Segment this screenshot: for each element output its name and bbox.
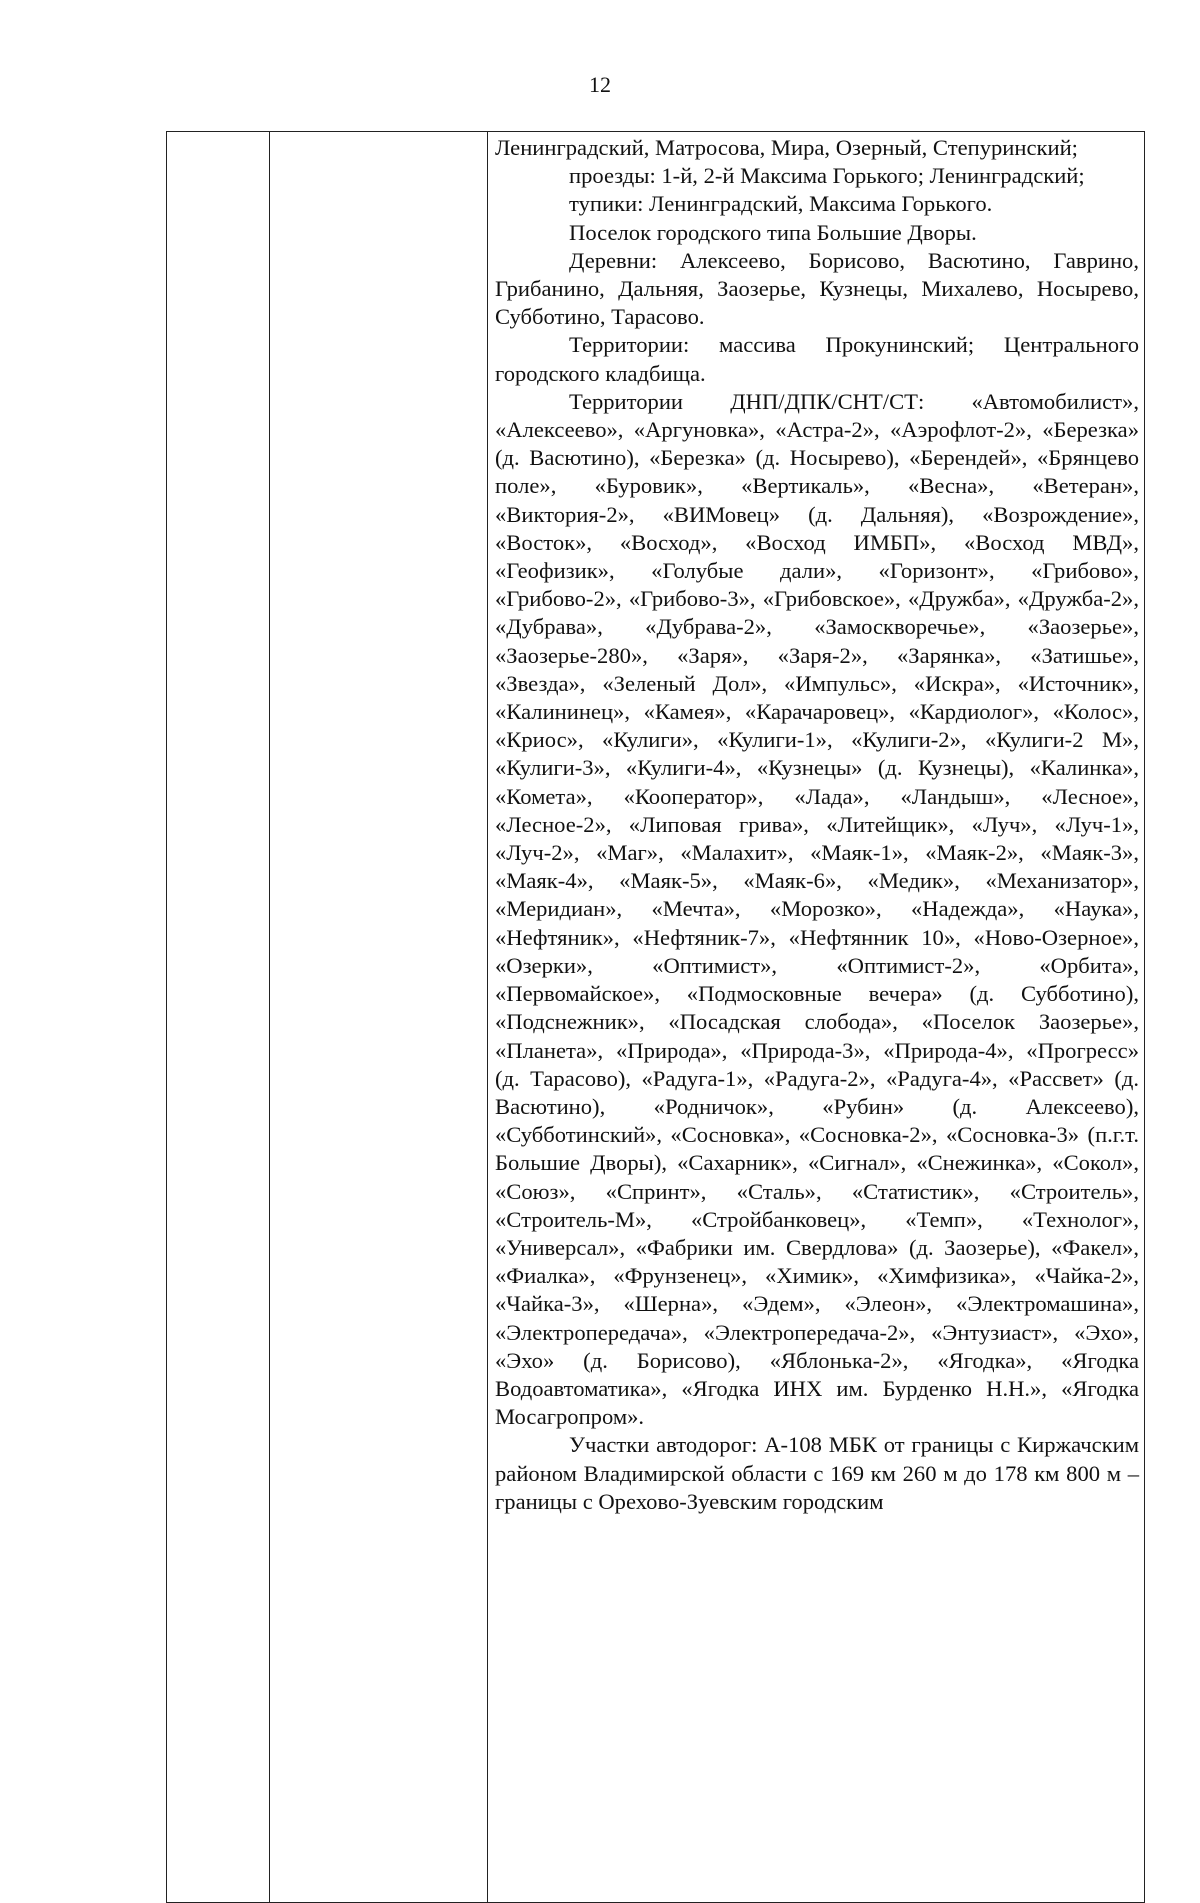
paragraph-territories: Территории: массива Прокунинский; Центрального городского кладбища. bbox=[495, 332, 1139, 386]
paragraph-passages: проезды: 1-й, 2-й Максима Горького; Ленинградский; bbox=[569, 163, 1085, 189]
page-number: 12 bbox=[589, 72, 611, 97]
paragraph-garden-partnerships: Территории ДНП/ДПК/СНТ/СТ: «Автомобилист», «Алексеево», «Аргуновка», «Астра-2», «Аэрофлот-2», «Березка» (д. Васютино), «Березка» (д. Носырево), «Берендей», «Брянцево поле», «Буровик», «Вертикаль», «Весна», «Ветеран», «Виктория-2», «ВИМовец» (д. Дальняя), «Возрождение», «Восток», «Восход», «Восход ИМБП», «Восход МВД», «Геофизик», «Голубые дали», «Горизонт», «Грибово», «Грибово-2», «Грибово-3», «Грибовское», «Дружба», «Дружба-2», «Дубрава», «Дубрава-2», «Замоскворечье», «Заозерье», «Заозерье-280», «Заря», «Заря-2», «Зарянка», «Затишье», «Звезда», «Зеленый Дол», «Импульс», «Искра», «Источник», «Калининец», «Камея», «Карачаровец», «Кардиолог», «Колос», «Криос», «Кулиги», «Кулиги-1», «Кулиги-2», «Кулиги-2 М», «Кулиги-3», «Кулиги-4», «Кузнецы» (д. Кузнецы), «Калинка», «Комета», «Кооператор», «Лада», «Ландыш», «Лесное», «Лесное-2», «Липовая грива», «Литейщик», «Луч», «Луч-1», «Луч-2», «Маг», «Малахит», «Маяк-1», «Маяк-2», «Маяк-3», «Маяк-4», «Маяк-5», «Маяк-6», «Медик», «Механизатор», «Меридиан», «Мечта», «Морозко», «Надежда», «Наука», «Нефтяник», «Нефтяник-7», «Нефтянник 10», «Ново-Озерное», «Озерки», «Оптимист», «Оптимист-2», «Орбита», «Первомайское», «Подмосковные вечера» (д. Субботино), «Подснежник», «Посадская слобода», «Поселок Заозерье», «Планета», «Природа», «Природа-3», «Природа-4», «Прогресс» (д. Тарасово), «Радуга-1», «Радуга-2», «Радуга-4», «Рассвет» (д. Васютино), «Родничок», «Рубин» (д. Алексеево), «Субботинский», «Сосновка», «Сосновка-2», «Сосновка-3» (п.г.т. Большие Дворы), «Сахарник», «Сигнал», «Снежинка», «Сокол», «Союз», «Спринт», «Сталь», «Статистик», «Строитель», «Строитель-М», «Стройбанковец», «Темп», «Технолог», «Универсал», «Фабрики им. Свердлова» (д. Заозерье), «Факел», «Фиалка», «Фрунзенец», «Химик», «Химфизика», «Чайка-2», «Чайка-3», «Шерна», «Эдем», «Элеон», «Электромашина», «Электропередача», «Электропередача-2», «Энтузиаст», «Эхо», «Эхо» (д. Борисово), «Яблонька-2», «Ягодка», «Ягодка Водоавтоматика», «Ягодка ИНХ им. Бурденко Н.Н.», «Ягодка Мосагропром». bbox=[495, 388, 1139, 1430]
paragraph-streets: Ленинградский, Матросова, Мира, Озерный, Степуринский; bbox=[495, 135, 1078, 160]
table-cell-text bbox=[495, 134, 1139, 1516]
table-column-divider-2 bbox=[487, 131, 488, 1903]
paragraph-dead-ends: тупики: Ленинградский, Максима Горького. bbox=[569, 191, 993, 217]
paragraph-villages: Деревни: Алексеево, Борисово, Васютино, Гаврино, Грибанино, Дальняя, Заозерье, Кузнецы, Михалево, Носырево, Субботино, Тарасово. bbox=[495, 247, 1139, 330]
paragraph-urban-settlement: Поселок городского типа Большие Дворы. bbox=[569, 219, 977, 245]
table-column-divider-1 bbox=[269, 131, 270, 1903]
paragraph-road-sections: Участки автодорог: А-108 МБК от границы с Киржачским районом Владимирской области с 169 км 260 м до 178 км 800 м – границы с Орехово-Зуевским городским bbox=[495, 1432, 1139, 1514]
